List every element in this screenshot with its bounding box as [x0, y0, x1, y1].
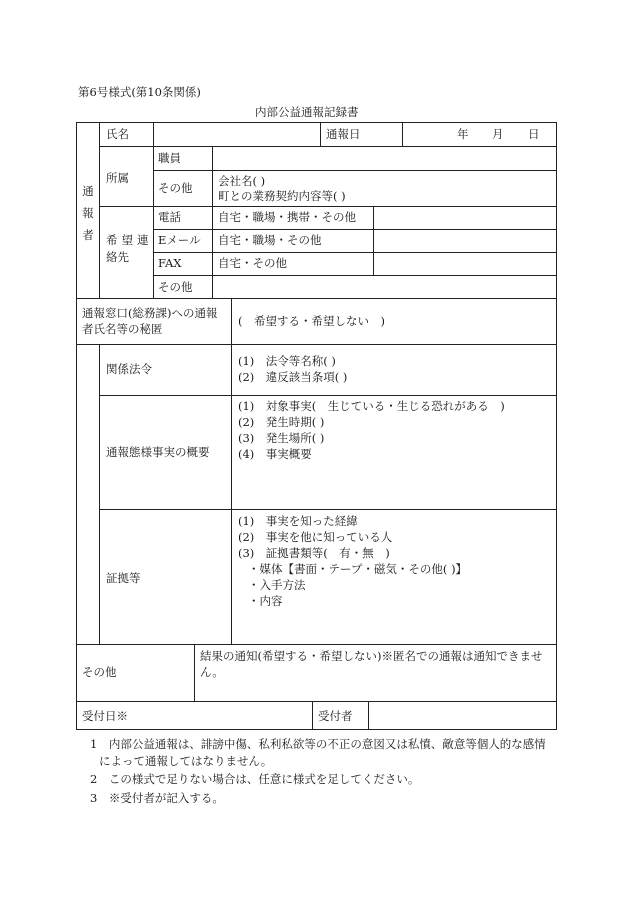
contract-content-line: 町との業務契約内容等( ) [218, 189, 346, 203]
summary-line-3: (3) 発生場所( ) [238, 431, 325, 445]
email-label: Eメール [158, 233, 201, 247]
other-label: その他 [82, 665, 117, 679]
phone-label: 電話 [158, 210, 181, 224]
evidence-line-3: (3) 証拠書類等( 有・無 ) [238, 546, 390, 560]
confidentiality-label-line1: 通報窓口(総務課)への通報 [82, 306, 218, 320]
note-1-continued: によって通報してはなりません。 [99, 754, 273, 768]
evidence-content-line: ・内容 [248, 594, 283, 608]
contact-label-line2: 絡先 [106, 250, 129, 264]
name-label: 氏名 [106, 127, 129, 141]
summary-line-1: (1) 対象事実( 生じている・生じる恐れがある ) [238, 399, 505, 413]
reporter-section-label: 通報者 [82, 184, 94, 242]
phone-field[interactable] [376, 209, 553, 227]
reception-date-label: 受付日※ [82, 709, 128, 723]
fax-field[interactable] [376, 255, 553, 273]
fax-label: FAX [158, 256, 182, 270]
email-options[interactable]: 自宅・職場・その他 [218, 233, 322, 247]
fax-options[interactable]: 自宅・その他 [218, 256, 287, 270]
staff-label: 職員 [158, 151, 181, 165]
note-1: 1 内部公益通報は、誹謗中傷、私利私欲等の不正の意図又は私憤、敵意等個人的な感情 [90, 737, 546, 751]
evidence-line-1: (1) 事実を知った経緯 [238, 514, 358, 528]
fact-summary-field[interactable] [235, 464, 553, 506]
summary-line-2: (2) 発生時期( ) [238, 415, 325, 429]
contact-other-field[interactable] [215, 278, 553, 296]
summary-line-4: (4) 事実概要 [238, 447, 312, 461]
note-3: 3 ※受付者が記入する。 [90, 791, 224, 805]
contact-other-label: その他 [158, 280, 193, 294]
receiver-label: 受付者 [318, 709, 353, 723]
confidentiality-label-line2: 者氏名等の秘匿 [82, 322, 163, 336]
date-day-label: 日 [528, 127, 540, 141]
note-2: 2 この様式で足りない場合は、任意に様式を足してください。 [90, 772, 420, 786]
date-year-label: 年 [457, 127, 469, 141]
evidence-media-line: ・媒体【書面・テープ・磁気・その他( )】 [248, 562, 468, 576]
evidence-method-line: ・入手方法 [248, 578, 306, 592]
affiliation-other-label: その他 [158, 181, 193, 195]
receiver-field[interactable] [372, 704, 552, 726]
reception-date-field[interactable] [146, 704, 308, 726]
evidence-content-field[interactable] [235, 611, 553, 641]
laws-label: 関係法令 [106, 362, 152, 376]
report-date-label: 通報日 [326, 127, 361, 141]
date-month-label: 月 [492, 127, 504, 141]
law-name-line: (1) 法令等名称( ) [238, 354, 336, 368]
email-field[interactable] [376, 232, 553, 250]
law-clause-line: (2) 違反該当条項( ) [238, 370, 348, 384]
form-title: 内部公益通報記録書 [255, 105, 359, 119]
summary-label: 通報態様事実の概要 [106, 445, 210, 459]
contact-label-line1: 希望連 [106, 233, 153, 247]
form-number: 第6号様式(第10条関係) [78, 85, 201, 99]
company-name-line: 会社名( ) [218, 174, 266, 188]
staff-field[interactable] [215, 149, 553, 168]
phone-options[interactable]: 自宅・職場・携帯・その他 [218, 210, 356, 224]
name-field[interactable] [156, 126, 316, 144]
evidence-line-2: (2) 事実を他に知っている人 [238, 530, 393, 544]
evidence-label: 証拠等 [106, 571, 141, 585]
confidentiality-choice[interactable]: ( 希望する・希望しない ) [238, 314, 385, 328]
result-notice-text: 結果の通知(希望する・希望しない)※匿名での通報は通知できません。 [200, 649, 543, 679]
affiliation-label: 所属 [106, 171, 129, 185]
